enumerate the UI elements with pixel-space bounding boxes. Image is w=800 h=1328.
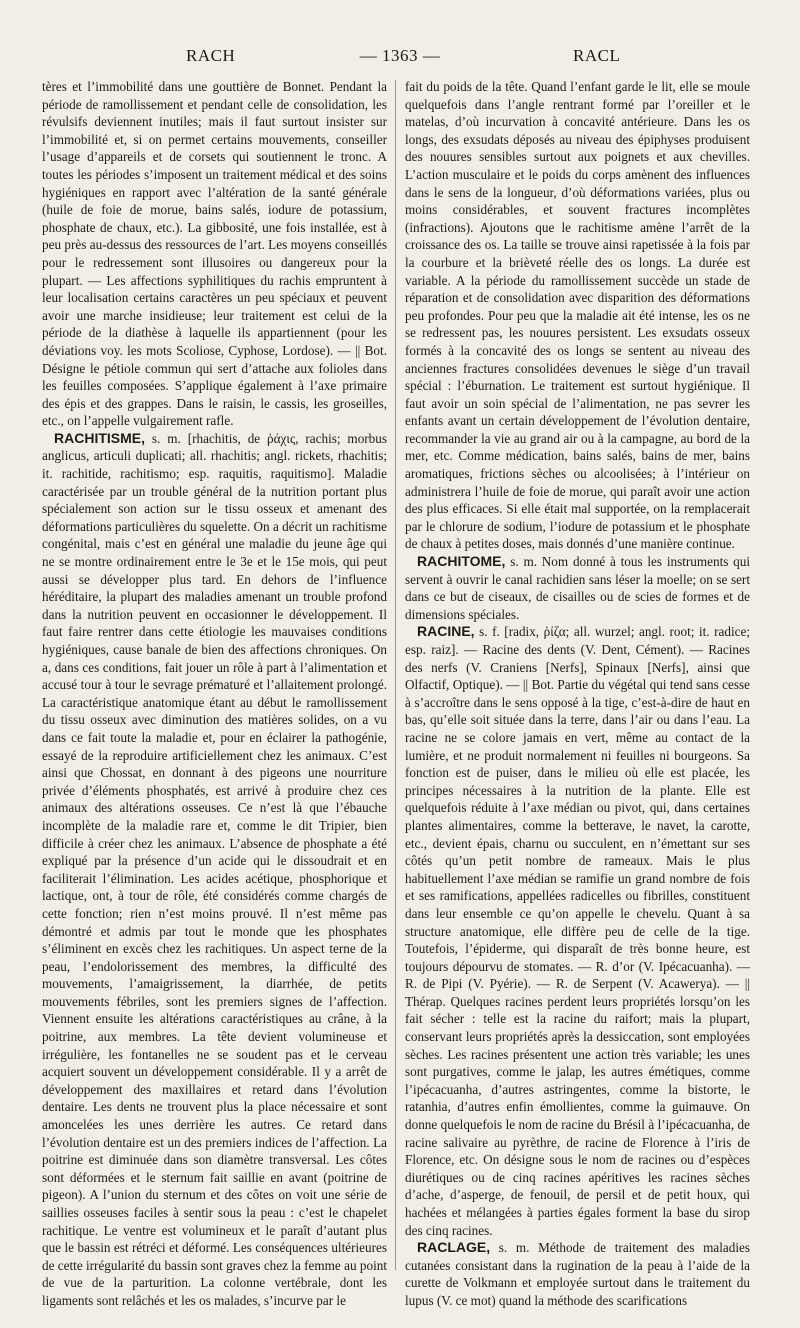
rachis-continuation-text: tères et l’immobilité dans une gouttière de Bonnet. Pendant la période de ramollissement et pendant celle de consolidation, les révulsifs deviennent inutiles; mais il faut surtout insister sur l’immobilité et, si on permet certains mouvements, conseiller l’usage d’appareils et de corsets qui soutiennent le tronc. A toutes les périodes s’imposent un traitement médical et des soins hygiéniques en rapport avec l’altération de la santé générale (huile de foie de morue, bains salés, iodure de potassium, phosphate de chaux, etc.). La gibbosité, une fois installée, est à peu près au-dessus des ressources de l’art. Les moyens conseillés pour le redressement sont illusoires ou dangereux pour la plupart. — Les affections syphilitiques du rachis empruntent à leur localisation certains caractères un peu spéciaux et peuvent avoir une marche insidieuse; leur traitement est celui de la période de la diathèse à laquelle ils appartiennent (pour les déviations voy. les mots Scoliose, Cyphose, Lordose). — || Bot. Désigne le pétiole commun qui sert d’attache aux folioles dans les feuilles composées. S’applique également à l’axe primaire des épis et des grappes. Dans le raisin, le cassis, les groseilles, etc., on l’appelle vulgairement rafle. <box>42 79 387 429</box>
entry-term-rachitisme: RACHITISME, <box>54 429 145 446</box>
entry-text-rachitome: s. m. Nom donné à tous les instruments qui servent à ouvrir le canal rachidien sans léser la moelle; on se sert dans ce but de ciseaux, de cisailles ou de scies de formes et de dimensions spéciales. <box>405 554 751 622</box>
entry-term-racine: RACINE, <box>417 623 475 640</box>
entry-text-rachitisme: s. m. [rhachitis, de ῥάχις, rachis; morbus anglicus, articuli duplicati; all. rhachitis; angl. rickets, rhachitis; it. rachitide, rachitismo; esp. raquitis, raquitismo]. Maladie caractérisée par un trouble général de la nutrition portant plus spécialement son action sur le tissu osseux et amenant des déformations particulières du squelette. On a décrit un rachitisme congénital, mais c’est en général une maladie du jeune âge qui ne se montre ordinairement entre le 3e et le 15e mois, qui peut aussi se développer plus tard. En dehors de l’influence héréditaire, la plupart des maladies amenant un trouble profond dans la nutrition peuvent en occasionner le développement. Il faut faire rentrer dans cette étiologie les mauvaises conditions hygiéniques, cause banale de bien des affections chroniques. On a, dans ces conditions, fait jouer un rôle à part à l’alimentation et accusé tour à tour le sevrage prématuré et l’allaitement prolongé. La caractéristique anatomique étant au début le ramollissement du tissu osseux avec diminution des matières solides, on a vu dans ce fait toute la maladie et, pour en éclairer la pathogénie, essayé de la reproduire artificiellement chez les animaux. C’est ainsi que Chossat, en donnant à des pigeons une nourriture privée d’éléments phosphatés, est arrivé à produire chez ces animaux des altérations osseuses. Ce n’est là que l’ébauche incomplète de la maladie rare et, comme le dit Tripier, bien difficile à créer chez les animaux. L’absence de phosphate a été expliqué par la présence d’un acide qui le dissoudrait et en faciliterait l’élimination. Les acides acétique, phosphorique et lactique, ont, à tour de rôle, été considérés comme chargés de cette fonction; rien n’est moins prouvé. Il n’est même pas démontré et admis par tout le monde que les phosphates s’éliminent en excès chez les rachitiques. Un aspect terne de la peau, l’endolorissement des membres, la difficulté des mouvements, l’amaigrissement, la diarrhée, de petits mouvements fébriles, sont les premiers signes de l’affection. Viennent ensuite les altérations caractéristiques au crâne, à la poitrine, aux membres. La tête devient volumineuse et irrégulière, les fontanelles ne se soudent pas et le cerveau acquiert souvent un développement considérable. Il y a arrêt de développement des maxillaires et retard dans l’évolution dentaire. Les dents ne trouvent plus la place nécessaire et sont amoncelées les unes derrière les autres. Ce retard dans l’évolution dentaire est un des premiers indices de l’affection. La poitrine est diminuée dans son diamètre transversal. Les côtes sont déformées et le sternum fait saillie en avant (poitrine de pigeon). A l’union du sternum et des côtes on voit une série de saillies osseuses faciles à sentir sous la peau : c’est le chapelet rachitique. Le ventre est volumineux et le paraît d’autant plus que le bassin est rétréci et déformé. Les conséquences ultérieures de cette irrégularité du bassin sont graves chez la femme au point de vue de la parturition. La colonne vertébrale, dont les ligaments sont relâchés et les os malades, s’incurve par le <box>42 430 387 1308</box>
column-divider <box>395 80 396 1270</box>
entry-text-racine: s. f. [radix, ῥίζα; all. wurzel; angl. root; it. radice; esp. raiz]. — Racine des dents (V. Dent, Cément). — Racines des nerfs (V. Craniens [Nerfs], Spinaux [Nerfs], ainsi que Olfactif, Optique). — || Bot. Partie du végétal qui tend sans cesse à s’accroître dans le sens opposé à la tige, c’est-à-dire de haut en bas, qu’elle soit située dans la terre, dans l’air ou dans l’eau. La racine ne se colore jamais en vert, même au contact de la lumière, et ne produit normalement ni feuilles ni bourgeons. Sa fonction est de puiser, dans le milieu où elle est placée, les principes nécessaires à la nutrition de la plante. Elle est quelquefois réduite à l’axe médian ou pivot, qui, dans certaines plantes alimentaires, comme la betterave, le navet, la carotte, etc., devient épais, charnu ou succulent, en n’émettant sur ses côtés qu’un petit nombre de rameaux. Mais le plus habituellement l’axe médian se ramifie un grand nombre de fois et ses ramifications, appellées radicelles ou fibrilles, constituent dans leur ensemble ce qu’on appelle le chevelu. Quant à sa structure anatomique, elle diffère peu de celle de la tige. Toutefois, l’épiderme, qui disparaît de très bonne heure, est toujours dépourvu de stomates. — R. d’or (V. Ipécacuanha). — R. de Pipi (V. Pyérie). — R. de Serpent (V. Acawerya). — || Thérap. Quelques racines perdent leurs propriétés lorsqu’on les fait sécher : telle est la racine du raifort; mais la plupart, conservant leurs propriétés après la dessiccation, sont employées sèches. Les racines présentent une action très variable; les unes sont purgatives, comme le jalap, les autres émétiques, comme l’ipécacuanha, d’autres astringentes, comme la bistorte, le ratanhia, d’autres enfin émollientes, comme la guimauve. On donne quelquefois le nom de racine du Brésil à l’ipécacuanha, de racine salivaire au pyrèthre, de racine de Florence à l’iris de Florence, etc. On désigne sous le nom de racines ou d’espèces diurétiques ou de cinq racines apéritives les racines sèches d’ache, d’asperge, de fenouil, de persil et de petit houx, qui hachées et mélangées à parties égales forment la base du sirop des cinq racines. <box>405 624 751 1238</box>
header-right-guide-word: RACL <box>573 46 621 65</box>
header-left-guide-word: RACH <box>186 46 236 65</box>
rachitisme-continuation-text: fait du poids de la tête. Quand l’enfant garde le lit, elle se moule quelquefois dans l’angle rentrant formé par l’oreiller et le matelas, d’où incurvation à concavité antérieure. Dans les os longs, des exsudats déposés au niveau des épiphyses produisent des nouures sensibles surtout aux poignets et aux chevilles. L’action musculaire et le poids du corps amènent des influences dans le sens de la longueur, d’où déformations variées, plus ou moins considérables, et souvent fractures incomplètes (infractions). Ajoutons que le rachitisme amène l’arrêt de la croissance des os. La taille se trouve ainsi rapetissée à la fois par la courbure et la brièveté réelle des os longs. La durée est variable. A la période du ramollissement succède un stade de réparation et de consolidation avec disparition des déformations peu profondes. Pour peu que la maladie ait été intense, les os ne se redressent pas, les nouures persistent. Les exsudats osseux formés à la concavité des os longs se sentent au niveau des anciennes fractures consolidées devenues le siège d’un travail spécial : l’éburnation. Le traitement est surtout hygiénique. Il faut avoir un soin spécial de l’alimentation, ne pas sevrer les enfants avant un certain développement de l’évolution dentaire, recommander la vie au grand air ou à la campagne, au bord de la mer, etc. Comme médication, bains salés, bains de mer, bains aromatiques, frictions sèches ou alcoolisées; à l’intérieur on administrera l’huile de foie de morue, qui paraît avoir une action des plus efficaces. Si elle était mal supportée, on la remplacerait par le chlorure de sodium, l’iodure de potassium et le phosphate de chaux à petites doses, mais donnés d’une manière continue. <box>405 79 750 552</box>
running-header <box>0 46 800 70</box>
entry-term-raclage: RACLAGE, <box>417 1239 491 1256</box>
entry-term-rachitome: RACHITOME, <box>417 553 506 570</box>
entry-rachitome <box>405 553 750 623</box>
page-number: — 1363 — <box>359 46 441 65</box>
entry-racine <box>405 623 750 1239</box>
left-column <box>42 78 387 1308</box>
right-column <box>405 78 751 1308</box>
entry-rachitisme <box>42 430 387 1310</box>
entry-text-raclage: s. m. Méthode de traitement des maladies cutanées consistant dans la rugination de la peau à l’aide de la curette de Volkmann et employée surtout dans le traitement du lupus (V. ce mot) quand la méthode des scarifications <box>405 1240 751 1308</box>
entry-raclage <box>405 1239 750 1309</box>
